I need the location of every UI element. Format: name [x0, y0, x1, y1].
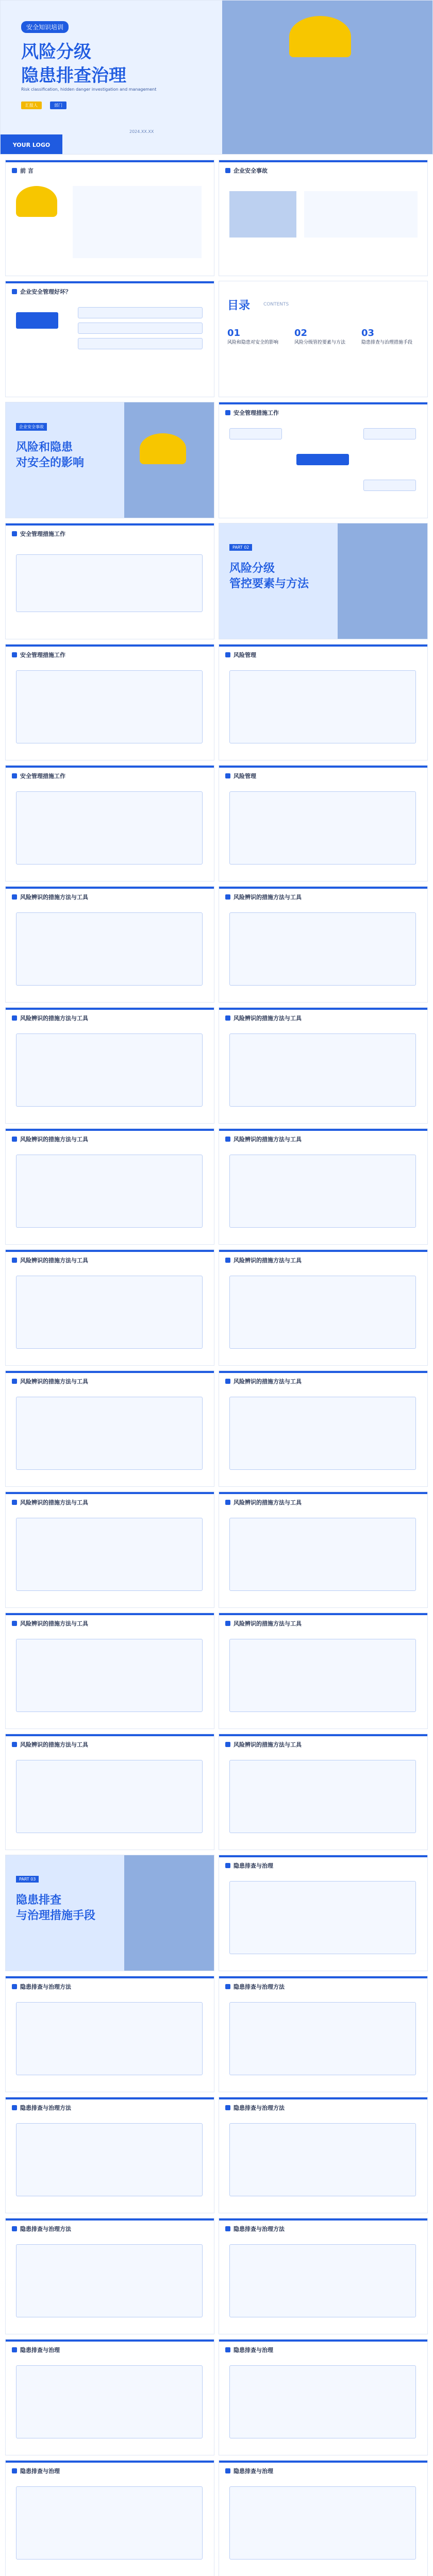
- top-bar: [219, 1976, 427, 1978]
- slide-method-6: [219, 1128, 428, 1245]
- slide-header: [12, 2104, 71, 2112]
- square-icon: [225, 652, 230, 657]
- square-icon: [225, 2226, 230, 2231]
- square-icon: [12, 1379, 17, 1384]
- top-bar: [219, 1129, 427, 1131]
- square-icon: [225, 1742, 230, 1747]
- slide-method-1: [5, 886, 214, 1003]
- square-icon: [12, 1137, 17, 1142]
- diagram-node: [16, 312, 58, 329]
- slide-measures-3: [5, 644, 214, 760]
- slide-method-7: [5, 1249, 214, 1366]
- square-icon: [12, 1984, 17, 1989]
- slide-title: 风险辨识的措施方法与工具: [234, 1620, 302, 1627]
- slide-header: [225, 893, 302, 901]
- diagram-area: [16, 670, 203, 743]
- square-icon: [225, 1258, 230, 1263]
- slide-header: [12, 2467, 60, 2475]
- square-icon: [225, 1137, 230, 1142]
- top-bar: [6, 2097, 214, 2099]
- section-title-1: 风险和隐患: [16, 441, 73, 454]
- slide-header: [12, 530, 65, 538]
- slide-header: [12, 1498, 88, 1506]
- presenter-button[interactable]: 汇报人: [21, 101, 42, 109]
- cover-title-line1: 风险分级: [21, 42, 91, 62]
- slide-title: 隐患排查与治理: [234, 1862, 273, 1869]
- top-bar: [219, 1613, 427, 1615]
- diagram-area: [229, 1639, 416, 1712]
- slide-header: [225, 1619, 302, 1628]
- slide-header: [12, 1014, 88, 1022]
- slide-title: 隐患排查与治理方法: [20, 2105, 71, 2111]
- top-bar: [219, 1008, 427, 1010]
- square-icon: [225, 2347, 230, 2352]
- square-icon: [12, 652, 17, 657]
- slide-title: 风险辨识的措施方法与工具: [20, 1015, 88, 1022]
- top-bar: [219, 645, 427, 647]
- top-bar: [219, 2218, 427, 2221]
- diagram-node: [229, 428, 282, 439]
- slide-method-8: [219, 1249, 428, 1366]
- slide-title: 隐患排查与治理方法: [234, 1984, 285, 1990]
- slide-header: [12, 1619, 88, 1628]
- department-button[interactable]: 部门: [50, 101, 66, 109]
- diagram-area: [229, 1155, 416, 1228]
- top-bar: [6, 523, 214, 526]
- section-photo: [124, 1855, 214, 1971]
- slide-header: [225, 1377, 302, 1385]
- toc-item-3[interactable]: 隐患排查与治理措施手段: [361, 340, 413, 345]
- square-icon: [12, 1621, 17, 1626]
- slide-header: [12, 893, 88, 901]
- diagram-area: [229, 1760, 416, 1833]
- slide-hazard-2: [5, 1976, 214, 2092]
- top-bar: [6, 1250, 214, 1252]
- slide-header: [225, 651, 256, 659]
- slide-header: [225, 1135, 302, 1143]
- square-icon: [12, 289, 17, 294]
- slide-header: [12, 2346, 60, 2354]
- diagram-node: [78, 307, 203, 318]
- section-title-2: 与治理措施手段: [16, 1909, 96, 1922]
- diagram-area: [16, 1155, 203, 1228]
- slide-risk-1: [219, 644, 428, 760]
- diagram-area: [16, 791, 203, 865]
- top-bar: [219, 1371, 427, 1373]
- slide-title: 隐患排查与治理方法: [234, 2226, 285, 2232]
- slide-title: 隐患排查与治理方法: [20, 1984, 71, 1990]
- slide-method-15: [5, 1734, 214, 1850]
- top-bar: [6, 1129, 214, 1131]
- square-icon: [225, 168, 230, 173]
- slide-title: 安全管理措施工作: [20, 531, 65, 537]
- top-bar: [219, 1492, 427, 1494]
- slide-header: [225, 1256, 302, 1264]
- slide-header: [12, 772, 65, 780]
- toc-item-1[interactable]: 风险和隐患对安全的影响: [227, 340, 279, 345]
- toc-num: 03: [361, 328, 375, 338]
- top-bar: [6, 645, 214, 647]
- top-bar: [219, 160, 427, 162]
- toc-slide: [219, 281, 428, 397]
- section-title-1: 风险分级: [229, 562, 275, 575]
- top-bar: [219, 766, 427, 768]
- square-icon: [225, 1621, 230, 1626]
- slide-method-4: [219, 1007, 428, 1124]
- slide-title: 风险管理: [234, 773, 256, 779]
- diagram-area: [16, 1033, 203, 1107]
- slide-method-2: [219, 886, 428, 1003]
- top-bar: [219, 2340, 427, 2342]
- square-icon: [225, 1500, 230, 1505]
- helmet-icon: [289, 16, 351, 57]
- slide-header: [225, 409, 279, 417]
- top-bar: [6, 1734, 214, 1736]
- top-bar: [6, 1492, 214, 1494]
- section-tag: PART 03: [16, 1876, 39, 1883]
- square-icon: [225, 1863, 230, 1868]
- slide-title: 隐患排查与治理: [20, 2468, 60, 2475]
- slide-method-5: [5, 1128, 214, 1245]
- slide-header: [12, 1135, 88, 1143]
- slide-method-14: [219, 1613, 428, 1729]
- cover-slide: [0, 0, 433, 155]
- slide-hazard-7: [219, 2218, 428, 2334]
- diagram-area: [16, 2365, 203, 2438]
- slide-title: 隐患排查与治理方法: [20, 2226, 71, 2232]
- slide-header: [12, 1982, 71, 1991]
- slide-measures-4: [5, 765, 214, 882]
- top-bar: [6, 2340, 214, 2342]
- diagram-area: [229, 670, 416, 743]
- top-bar: [6, 160, 214, 162]
- square-icon: [12, 2347, 17, 2352]
- diagram-node: [363, 480, 416, 491]
- slide-method-16: [219, 1734, 428, 1850]
- slide-header: [225, 1740, 302, 1749]
- toc-num: 01: [227, 328, 241, 338]
- slide-accident: [219, 160, 428, 276]
- slide-header: [12, 2225, 71, 2233]
- top-bar: [219, 887, 427, 889]
- top-bar: [219, 2097, 427, 2099]
- square-icon: [12, 2105, 17, 2110]
- slide-title: 风险管理: [234, 652, 256, 658]
- slide-title: 风险辨识的措施方法与工具: [234, 1499, 302, 1506]
- slide-hazard-9: [219, 2339, 428, 2455]
- slide-title: 风险辨识的措施方法与工具: [234, 1741, 302, 1748]
- top-bar: [219, 2461, 427, 2463]
- diagram-node: [78, 323, 203, 334]
- slide-title: 风险辨识的措施方法与工具: [20, 1741, 88, 1748]
- slide-hazard-5: [219, 2097, 428, 2213]
- diagram-area: [16, 1397, 203, 1470]
- top-bar: [6, 1976, 214, 1978]
- top-bar: [219, 1734, 427, 1736]
- toc-title: 目录: [227, 299, 251, 312]
- slide-title: 风险辨识的措施方法与工具: [20, 1378, 88, 1385]
- slide-header: [225, 1014, 302, 1022]
- slide-hazard-11: [219, 2460, 428, 2576]
- square-icon: [225, 410, 230, 415]
- helmet-icon: [16, 186, 57, 217]
- slide-method-10: [219, 1370, 428, 1487]
- section-2-slide: [219, 523, 428, 639]
- slide-title: 安全管理措施工作: [20, 773, 65, 779]
- top-bar: [6, 1008, 214, 1010]
- diagram-area: [16, 554, 203, 612]
- top-bar: [219, 1250, 427, 1252]
- square-icon: [225, 773, 230, 778]
- diagram-area: [16, 1276, 203, 1349]
- slide-title: 风险辨识的措施方法与工具: [20, 1136, 88, 1143]
- slide-title: 风险辨识的措施方法与工具: [20, 1620, 88, 1627]
- diagram-area: [16, 1518, 203, 1591]
- slide-header: [12, 166, 34, 175]
- slide-header: [12, 1377, 88, 1385]
- slide-title: 风险辨识的措施方法与工具: [20, 1257, 88, 1264]
- diagram-area: [229, 2002, 416, 2075]
- diagram-area: [16, 1760, 203, 1833]
- top-bar: [6, 2218, 214, 2221]
- slide-title: 企业安全管理好坏？: [20, 289, 71, 295]
- diagram-area: [229, 2486, 416, 2560]
- diagram-node: [363, 428, 416, 439]
- slide-title: 前 言: [20, 167, 34, 174]
- diagram-area: [16, 2244, 203, 2317]
- slide-header: [12, 287, 71, 296]
- slide-title: 风险辨识的措施方法与工具: [234, 894, 302, 901]
- top-bar: [219, 1855, 427, 1857]
- top-bar: [219, 402, 427, 404]
- square-icon: [12, 2226, 17, 2231]
- diagram-area: [229, 791, 416, 865]
- top-bar: [6, 887, 214, 889]
- diagram-area: [229, 1397, 416, 1470]
- square-icon: [225, 1379, 230, 1384]
- diagram-area: [229, 2123, 416, 2196]
- diagram-area: [229, 2244, 416, 2317]
- diagram-area: [16, 2002, 203, 2075]
- top-bar: [6, 1371, 214, 1373]
- slide-method-11: [5, 1492, 214, 1608]
- slide-method-9: [5, 1370, 214, 1487]
- slide-hazard-1: [219, 1855, 428, 1971]
- slide-title: 风险辨识的措施方法与工具: [234, 1136, 302, 1143]
- diagram-node: [78, 338, 203, 349]
- section-tag: 企业安全事故: [16, 423, 47, 431]
- slide-risk-2: [219, 765, 428, 882]
- helmet-icon: [140, 433, 186, 464]
- slide-header: [12, 651, 65, 659]
- slide-header: [225, 1982, 285, 1991]
- toc-item-2[interactable]: 风险分级管控要素与方法: [294, 340, 346, 345]
- slide-method-3: [5, 1007, 214, 1124]
- square-icon: [225, 2105, 230, 2110]
- section-title-2: 管控要素与方法: [229, 578, 309, 590]
- slide-hazard-3: [219, 1976, 428, 2092]
- square-icon: [12, 894, 17, 900]
- section-title-1: 隐患排查: [16, 1894, 62, 1907]
- section-3-slide: [5, 1855, 214, 1971]
- square-icon: [12, 773, 17, 778]
- top-bar: [6, 1613, 214, 1615]
- photo: [229, 191, 296, 238]
- toc-num: 02: [294, 328, 308, 338]
- section-photo: [338, 523, 428, 639]
- slide-management: [5, 281, 214, 397]
- slide-header: [225, 1861, 273, 1870]
- diagram-area: [229, 912, 416, 986]
- slide-method-13: [5, 1613, 214, 1729]
- diagram-area: [229, 1033, 416, 1107]
- top-bar: [6, 2461, 214, 2463]
- slide-header: [225, 2225, 285, 2233]
- slide-hazard-10: [5, 2460, 214, 2576]
- slide-measures-1: [219, 402, 428, 518]
- diagram-area: [16, 2123, 203, 2196]
- slide-header: [225, 1498, 302, 1506]
- slide-title: 企业安全事故: [234, 167, 268, 174]
- slide-hazard-6: [5, 2218, 214, 2334]
- slide-hazard-8: [5, 2339, 214, 2455]
- slide-title: 安全管理措施工作: [20, 652, 65, 658]
- section-1-slide: [5, 402, 214, 518]
- square-icon: [12, 1742, 17, 1747]
- square-icon: [12, 168, 17, 173]
- diagram-area: [16, 912, 203, 986]
- slide-header: [225, 2104, 285, 2112]
- cover-date: 2024.XX.XX: [129, 129, 154, 134]
- slide-title: 隐患排查与治理: [234, 2468, 273, 2475]
- slide-method-12: [219, 1492, 428, 1608]
- square-icon: [12, 1258, 17, 1263]
- slide-header: [225, 166, 268, 175]
- square-icon: [12, 531, 17, 536]
- slide-header: [225, 2467, 273, 2475]
- slide-title: 安全管理措施工作: [234, 410, 279, 416]
- slide-title: 风险辨识的措施方法与工具: [234, 1015, 302, 1022]
- top-bar: [6, 766, 214, 768]
- slide-header: [12, 1256, 88, 1264]
- top-bar: [6, 281, 214, 283]
- cover-subtitle: Risk classification, hidden danger investigation and management: [21, 87, 157, 92]
- slide-title: 隐患排查与治理: [20, 2347, 60, 2353]
- diagram-area: [16, 1639, 203, 1712]
- slide-header: [225, 2346, 273, 2354]
- square-icon: [225, 1015, 230, 1021]
- diagram-area: [229, 1276, 416, 1349]
- diagram-area: [229, 1518, 416, 1591]
- slide-header: [225, 772, 256, 780]
- text-block: [73, 186, 202, 258]
- slide-title: 隐患排查与治理方法: [234, 2105, 285, 2111]
- slide-header: [12, 1740, 88, 1749]
- cover-title-line2: 隐患排查治理: [21, 65, 126, 86]
- square-icon: [225, 894, 230, 900]
- square-icon: [12, 1015, 17, 1021]
- slide-hazard-4: [5, 2097, 214, 2213]
- toc-en: CONTENTS: [263, 302, 289, 307]
- slide-title: 风险辨识的措施方法与工具: [20, 894, 88, 901]
- section-tag: PART 02: [229, 544, 252, 551]
- diagram-area: [229, 1881, 416, 1954]
- slide-title: 风险辨识的措施方法与工具: [234, 1257, 302, 1264]
- text-block: [304, 191, 418, 238]
- square-icon: [225, 2468, 230, 2473]
- square-icon: [225, 1984, 230, 1989]
- slide-measures-2: [5, 523, 214, 639]
- slide-title: 风险辨识的措施方法与工具: [234, 1378, 302, 1385]
- slide-title: 隐患排查与治理: [234, 2347, 273, 2353]
- brand-logo: YOUR LOGO: [1, 134, 62, 155]
- diagram-area: [16, 2486, 203, 2560]
- slide-title: 风险辨识的措施方法与工具: [20, 1499, 88, 1506]
- square-icon: [12, 2468, 17, 2473]
- foreword-slide: [5, 160, 214, 276]
- diagram-node: [296, 454, 349, 465]
- cover-tag: 安全知识培训: [21, 21, 69, 33]
- section-title-2: 对安全的影响: [16, 456, 85, 469]
- square-icon: [12, 1500, 17, 1505]
- diagram-area: [229, 2365, 416, 2438]
